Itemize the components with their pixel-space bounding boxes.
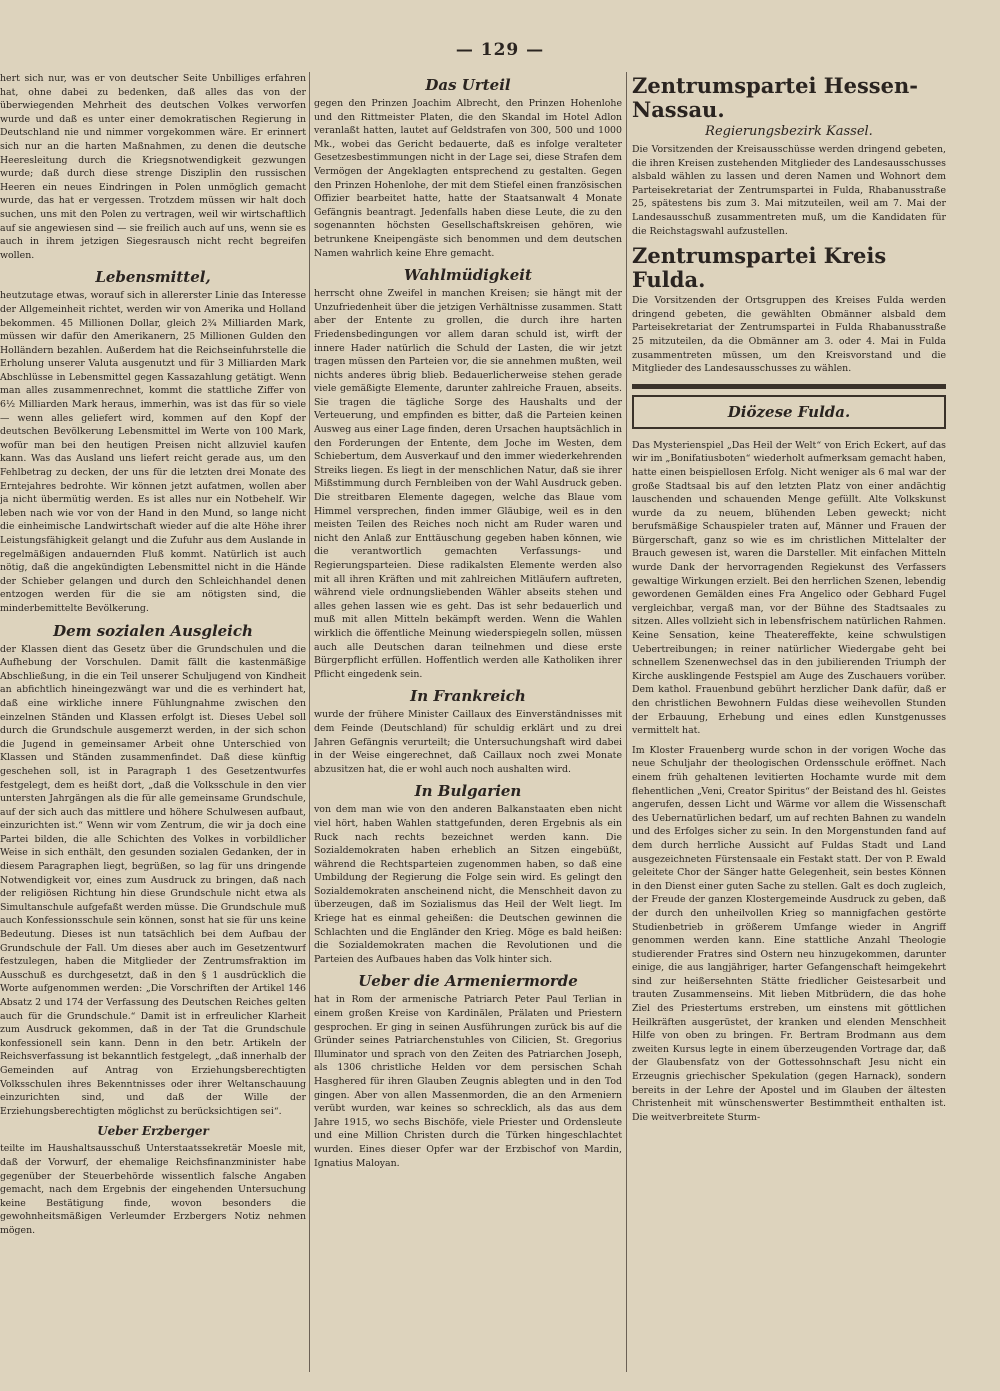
- column-right: [632, 72, 946, 1372]
- article-text: wurde der frühere Minister Caillaux des Einverständnisses mit dem Feinde (Deutschland) für schuldig erklärt und zu drei Jahren Gefängnis verurteilt; die Untersuchungshaft wird dabei in der Weise eingerechnet, daß Caillaux noch zwei Monate abzusitzen hat, die er wohl auch noch aushalten wird.: [314, 709, 622, 775]
- notice-subheading: Regierungsbezirk Kassel.: [705, 124, 873, 139]
- article-text: Das Mysterienspiel „Das Heil der Welt“ von Erich Eckert, auf das wir im „Bonifatiusboten“ wiederholt aufmerksam gemacht haben, hatte einen beispiellosen Erfolg. Nicht weniger als 6 mal war der große Stadtsaal bis auf den letzten Platz von einer andächtig lauschenden und schauenden Menge gefüllt. Alte Volkskunst wurde da zu neuem, blühenden Leben geweckt; nicht berufsmäßige Schauspieler traten auf, Männer und Frauen der Bürgerschaft, ganz so wie es im christlichen Mittelalter der Brauch gewesen ist, waren die Darsteller. Mit einfachen Mitteln wurde Dank der hervorragenden Regiekunst des Verfassers gewaltige Wirkungen erzielt. Bei den herrlichen Szenen, lebendig gewordenen Gemälden eines Fra Angelico oder Gebhard Fugel vergleichbar, vergaß man, vor der Bühne des Stadtsaales zu sitzen. Alles vollzieht sich in lebensfrischem natürlichen Rahmen. Keine Sensation, keine Theatereffekte, keine schwulstigen Uebertreibungen; in reiner natürlicher Wiedergabe geht bei schnellem Szenenwechsel das in den jubilierenden Triumph der Kirche ausklingende Festspiel am Auge des Zuschauers vorüber. Dem kathol. Frauenbund gebührt herzlicher Dank dafür, daß er den christlichen Bewohnern Fuldas diese weihevollen Stunden der Erbauung, Erhebung und eines edlen Kunstgenusses vermittelt hat.: [632, 439, 946, 737]
- article-lebensmittel: [0, 268, 306, 615]
- article-heading: Wahlmüdigkeit: [404, 266, 532, 285]
- notice-kreis-fulda: [632, 244, 946, 376]
- article-text: Im Kloster Frauenberg wurde schon in der vorigen Woche das neue Schuljahr der theologischen Ordensschule eröffnet. Nach einem früh gehaltenen levitierten Hochamte wurde mit dem flehentlichen „Veni, Creator Spiritus“ der Beistand des hl. Geistes angerufen, dessen Licht und Wärme vor allem die Wissenschaft des Uebernatürlichen bedarf, um auf rechten Bahnen zu wandeln und des Erfolges sicher zu sein. In den Morgenstunden fand auf dem durch herrliche Aussicht auf Fuldas Stadt und Land ausgezeichneten Fürstensaale ein Festakt statt. Der von P. Ewald geleitete Chor der Sänger hatte Gelegenheit, sein bestes Können in den Dienst einer guten Sache zu stellen. Galt es doch zugleich, der Freude der ganzen Klostergemeinde Ausdruck zu geben, daß der durch den unheilvollen Krieg so mannigfachen gestörte Studienbetrieb in größerem Umfange wieder in Angriff genommen werden kann. Eine stattliche Anzahl Theologie studierender Fratres sind Ostern neu hinzugekommen, darunter einige, die aus langjähriger, harter Gefangenschaft heimgekehrt sind zur heißersehnten Stätte friedlicher Geistesarbeit und trauten Zusammenseins. Mit lieben Mitbrüdern, die das hohe Ziel des Priestertums erstreben, um einstens mit göttlichen Heilkräften ausgerüstet, der kranken und elenden Menschheit Hilfe von oben zu bringen. Fr. Bertram Brodmann aus dem zweiten Kursus legte in einem überzeugenden Vortrage dar, daß der Glaubensfatz von der Gottessohnschaft Jesu nicht ein Erzeugnis griechischer Spekulation (gegen Harnack), sondern bereits in der Lehre der Apostel und im Glauben der ältesten Christenheit mit wünschenswerter Bestimmtheit enthalten ist. Die weitverbreitete Sturm-: [632, 744, 946, 1123]
- article-frauenberg: [632, 744, 946, 1125]
- column-divider: [626, 72, 627, 1372]
- section-heading: Diözese Fulda.: [727, 402, 851, 421]
- article-text: von dem man wie von den anderen Balkanstaaten eben nicht viel hört, haben Wahlen stattgefunden, deren Ergebnis als ein Ruck nach rechts bezeichnet werden kann. Die Sozialdemokraten haben erheblich an Sitzen eingebüßt, während die Rechtsparteien zugenommen haben, so daß eine Umbildung der Regierung die Folge sein wird. Es gelingt den Sozialdemokraten anscheinend nicht, die Menschheit davon zu überzeugen, daß im Sozialismus das Heil der Welt liegt. Im Kriege hat es einmal geheißen: die Deutschen gewinnen die Schlachten und die Engländer den Krieg. Möge es bald heißen: die Sozialdemokraten machen die Revolutionen und die Parteien des Aufbaues haben das Volk hinter sich.: [314, 804, 622, 965]
- article-heading: Das Urteil: [425, 76, 511, 94]
- article-armeniermorde: [314, 972, 622, 1170]
- article-text: herrscht ohne Zweifel in manchen Kreisen; sie hängt mit der Unzufriedenheit über die jetzigen Verhältnisse zusammen. Statt aber der Entente zu grollen, die durch ihre harten Friedensbedingungen vor allem daran schuld ist, wirft der innere Hader natürlich die Schuld der Lasten, die wir jetzt tragen müssen den Parteien vor, die sie annehmen mußten, weil nichts anderes übrig blieb. Bedauerlicherweise stehen gerade viele gemäßigte Elemente, darunter zahlreiche Frauen, abseits. Sie tragen die tägliche Sorge des Haushalts und der Verteuerung, und empfinden es bitter, daß die Parteien keinen Ausweg aus einer Lage finden, deren Ursachen hauptsächlich in den Forderungen der Entente, dem Joche im Westen, dem Schiebertum, dem Ausverkauf und den immer wiederkehrenden Streiks liegen. Es liegt in der menschlichen Natur, daß sie ihrer Mißstimmung durch Fernbleiben von der Wahl Ausdruck geben. Die streitbaren Elemente dagegen, welche das Blaue vom Himmel versprechen, finden immer Gläubige, weil es in den meisten Teilen des Reiches noch nicht am Ruder waren und nicht den Anlaß zur Enttäuschung gegeben haben können, wie die verantwortlich gemachten Verfassungs- und Regierungsparteien. Diese radikalsten Elemente werden also mit all ihren Kräften und mit zahlreichen Mitläufern auftreten, während viele ordnungsliebenden Wähler abseits stehen und alles gehen lassen wie es geht. Das ist sehr bedauerlich und muß mit allen Mitteln bekämpft werden. Wenn die Wahlen wirklich die öffentliche Meinung wiederspiegeln sollen, müssen auch alle Deutschen daran teilnehmen und diese erste Bürgerpflicht erfüllen. Hoffentlich werden alle Katholiken ihrer Pflicht eingedenk sein.: [314, 288, 622, 680]
- article-heading: Ueber die Armeniermorde: [358, 972, 578, 991]
- article-poland-continuation: [0, 72, 306, 262]
- article-text: hert sich nur, was er von deutscher Seite Unbilliges erfahren hat, ohne dabei zu bedenken, daß alles das von der überwiegenden Mehrheit des deutschen Volkes verworfen wurde und daß es unter einer demokratischen Regierung in Deutschland nie und nimmer vorgekommen wäre. Er erinnert sich nur an die harten Maßnahmen, zu denen die deutsche Heeresleitung durch die Kriegsnotwendigkeit gezwungen wurde; daß durch diese strenge Disziplin den russischen Heeren ein neues Eindringen in Polen unmöglich gemacht wurde, das hat er vergessen. Trotzdem müssen wir halt doch suchen, uns mit den Polen zu vertragen, weil wir wirtschaftlich auf sie angewiesen sind — sie freilich auch auf uns, wenn sie es auch in ihrem jetzigen Siegesrausch nicht recht begreifen wollen.: [0, 73, 306, 261]
- article-erzberger: [0, 1124, 306, 1237]
- page-number: — 129 —: [455, 40, 545, 60]
- article-text: gegen den Prinzen Joachim Albrecht, den Prinzen Hohenlohe und den Rittmeister Platen, die den Skandal im Hotel Adlon veranlaßt hatten, lautet auf Geldstrafen von 300, 500 und 1000 Mk., wobei das Gericht bedauerte, daß es infolge veralteter Gesetzesbestimmungen nicht in der Lage sei, diese Strafen dem Vermögen der Angeklagten entsprechend zu gestalten. Gegen den Prinzen Hohenlohe, der mit dem Stiefel einen französischen Offizier bearbeitet hatte, hatte der Staatsanwalt 4 Monate Gefängnis beantragt. Jedenfalls haben diese Leute, die zu den sogenannten höchsten Gesellschaftskreisen gehören, wie betrunkene Kneipengäste sich benommen und dem deutschen Namen wahrlich keine Ehre gemacht.: [314, 98, 622, 259]
- article-sozialer-ausgleich: [0, 622, 306, 1119]
- notice-heading: Zentrumspartei Hessen-Nassau.: [632, 73, 918, 122]
- article-frankreich: [314, 687, 622, 776]
- notice-text: Die Vorsitzenden der Ortsgruppen des Kreises Fulda werden dringend gebeten, die gewählten Obmänner alsbald dem Parteisekretariat der Zentrumspartei in Fulda Rhabanusstraße 25 mitzuteilen, da die Obmänner am 3. oder 4. Mai in Fulda zusammentreten müssen, um den Kreisvorstand und die Mitglieder des Landesausschusses zu wählen.: [632, 295, 946, 375]
- article-text: hat in Rom der armenische Patriarch Peter Paul Terlian in einem großen Kreise von Kardinälen, Prälaten und Priestern gesprochen. Er ging in seinen Ausführungen zurück bis auf die Gründer seines Patriarchenstuhles von Cilicien, St. Gregorius Illuminator und sprach von den Zeiten des Patriarchen Joseph, als 1306 christliche Helden vor dem persischen Schah Hasghered für ihren Glauben Zeugnis ablegten und in den Tod gingen. Aber von allen Massenmorden, die an den Armeniern verübt wurden, war keines so schrecklich, als das aus dem Jahre 1915, wo sechs Bischöfe, viele Priester und Ordensleute und eine Million Christen durch die Türken hingeschlachtet wurden. Eines dieser Opfer war der Erzbischof von Mardin, Ignatius Maloyan.: [314, 994, 622, 1169]
- article-mysterienspiel: [632, 439, 946, 738]
- article-heading: Dem sozialen Ausgleich: [53, 621, 253, 640]
- article-text: der Klassen dient das Gesetz über die Grundschulen und die Aufhebung der Vorschulen. Damit fällt die kastenmäßige Abschließung, in die ein Teil unserer Schuljugend von Kindheit an abfichtlich hineingezwängt war und die es verhindert hat, daß eine wirkliche innere Fühlungnahme zwischen den einzelnen Ständen und Klassen erfolgt ist. Dieses Uebel soll durch die Grundschule ausgemerzt werden, in der sich schon die Jugend in gemeinsamer Arbeit ohne Unterschied von Klassen und Ständen zusammenfindet. Daß diese künftig geschehen soll, ist in Paragraph 1 des Gesetzentwurfes festgelegt, dem es heißt dort, „daß die Volksschule in den vier untersten Jahrgängen als die für alle gemeinsame Grundschule, auf der sich auch das mittlere und höhere Schulwesen aufbaut, einzurichten ist.“ Wenn wir vom Zentrum, die wir ja doch eine Partei bilden, die alle Schichten des Volkes in vorbildlicher Weise in sich enthält, den gesunden sozialen Gedanken, der in diesem Paragraphen liegt, begrüßen, so lag für uns dringende Notwendigkeit vor, eines zum Ausdruck zu bringen, daß nach der religiösen Richtung hin diese Grundschule nicht etwa als Simultanschule aufgefaßt werden müsse. Die Grundschule muß auch Konfessionsschule sein können, sonst hat sie für uns keine Bedeutung. Dieses ist nun tatsächlich bei dem Aufbau der Grundschule der Fall. Um dieses aber auch im Gesetzentwurf festzulegen, haben die Mitglieder der Zentrumsfraktion im Ausschuß es durchgesetzt, daß in den § 1 ausdrücklich die Worte aufgenommen werden: „Die Vorschriften der Artikel 146 Absatz 2 und 174 der Verfassung des Deutschen Reiches gelten auch für die Grundschule.“ Damit ist in erfreulicher Klarheit zum Ausdruck gekommen, daß in der Tat die Grundschule konfessionell sein kann. Denn in den betr. Artikeln der Reichsverfassung ist bekanntlich festgelegt, „daß innerhalb der Gemeinden auf Antrag von Erziehungsberechtigten Volksschulen ihres Bekenntnisses oder ihrer Weltanschauung einzurichten sind, und daß der Wille der Erziehungsberechtigten möglichst zu berücksichtigen sei“.: [0, 643, 306, 1117]
- article-urteil: [314, 76, 622, 260]
- section-header-box: [632, 395, 946, 429]
- notice-hessen-nassau: [632, 74, 946, 238]
- article-bulgarien: [314, 782, 622, 966]
- section-divider: [632, 384, 946, 389]
- article-heading: Ueber Erzberger: [97, 1124, 209, 1139]
- article-heading: In Bulgarien: [414, 782, 522, 801]
- column-divider: [309, 72, 310, 1372]
- article-text: heutzutage etwas, worauf sich in allererster Linie das Interesse der Allgemeinheit richtet, werden wir von Amerika und Holland bekommen. 45 Millionen Dollar, gleich 2¾ Milliarden Mark, müssen wir dafür den Amerikanern, 25 Millionen Gulden den Holländern bezahlen. Außerdem hat die Reichseinfuhrstelle die Erholung unserer Valuta ausgenutzt und für 3 Milliarden Mark Abschlüsse in Lebensmittel gegen Kassazahlung getätigt. Wenn man alles zusammenrechnet, kommt die stattliche Ziffer von 6½ Milliarden Mark heraus, immerhin, was ist das für so viele — wenn alles geliefert wird, kommen auf den Kopf der deutschen Bevölkerung Lebensmittel im Werte von 100 Mark, wofür man bei den heutigen Preisen nicht allzuviel kaufen kann. Was das Ausland uns liefert reicht gerade aus, um den Fehlbetrag zu decken, der uns für die letzten drei Monate des Erntejahres bedrohte. Wir können jetzt aufatmen, wollen aber ja nicht übermütig werden. Es ist alles nur ein Notbehelf. Wir leben nach wie vor von der Hand in den Mund, so lange nicht die einheimische Landwirtschaft wieder auf die alte Höhe ihrer Leistungsfähigkeit gelangt und die Zufuhr aus dem Auslande in regelmäßigen andauernden Fluß kommt. Natürlich ist auch nötig, daß die angekündigten Lebensmittel nicht in die Hände der Schieber gelangen und durch den Schleichhandel denen entzogen werden für die sie am nötigsten sind, die minderbemittelte Bevölkerung.: [0, 290, 306, 614]
- column-left: [0, 72, 306, 1372]
- column-middle: [314, 72, 622, 1372]
- notice-text: Die Vorsitzenden der Kreisausschüsse werden dringend gebeten, die ihren Kreisen zustehenden Mitglieder des Landesausschusses alsbald wählen zu lassen und deren Namen und Wohnort dem Parteisekretariat der Zentrumspartei in Fulda, Rhabanusstraße 25, spätestens bis zum 3. Mai mitzuteilen, weil am 7. Mai der Landesausschuß zusammentreten muß, um die Kandidaten für die Reichstagswahl aufzustellen.: [632, 144, 946, 237]
- article-wahlmuedigkeit: [314, 266, 622, 681]
- article-heading: In Frankreich: [410, 687, 526, 706]
- article-text: teilte im Haushaltsausschuß Unterstaatssekretär Moesle mit, daß der Vorwurf, der ehemalige Reichsfinanzminister habe gegenüber der Steuerbehörde wissentlich falsche Angaben gemacht, nach dem Ergebnis der eingehenden Untersuchung keine Bestätigung finde, wovon besonders die gewohnheitsmäßigen Verleumder Erzbergers Notiz nehmen mögen.: [0, 1143, 306, 1236]
- notice-heading: Zentrumspartei Kreis Fulda.: [632, 243, 887, 293]
- article-heading: Lebensmittel,: [95, 268, 211, 287]
